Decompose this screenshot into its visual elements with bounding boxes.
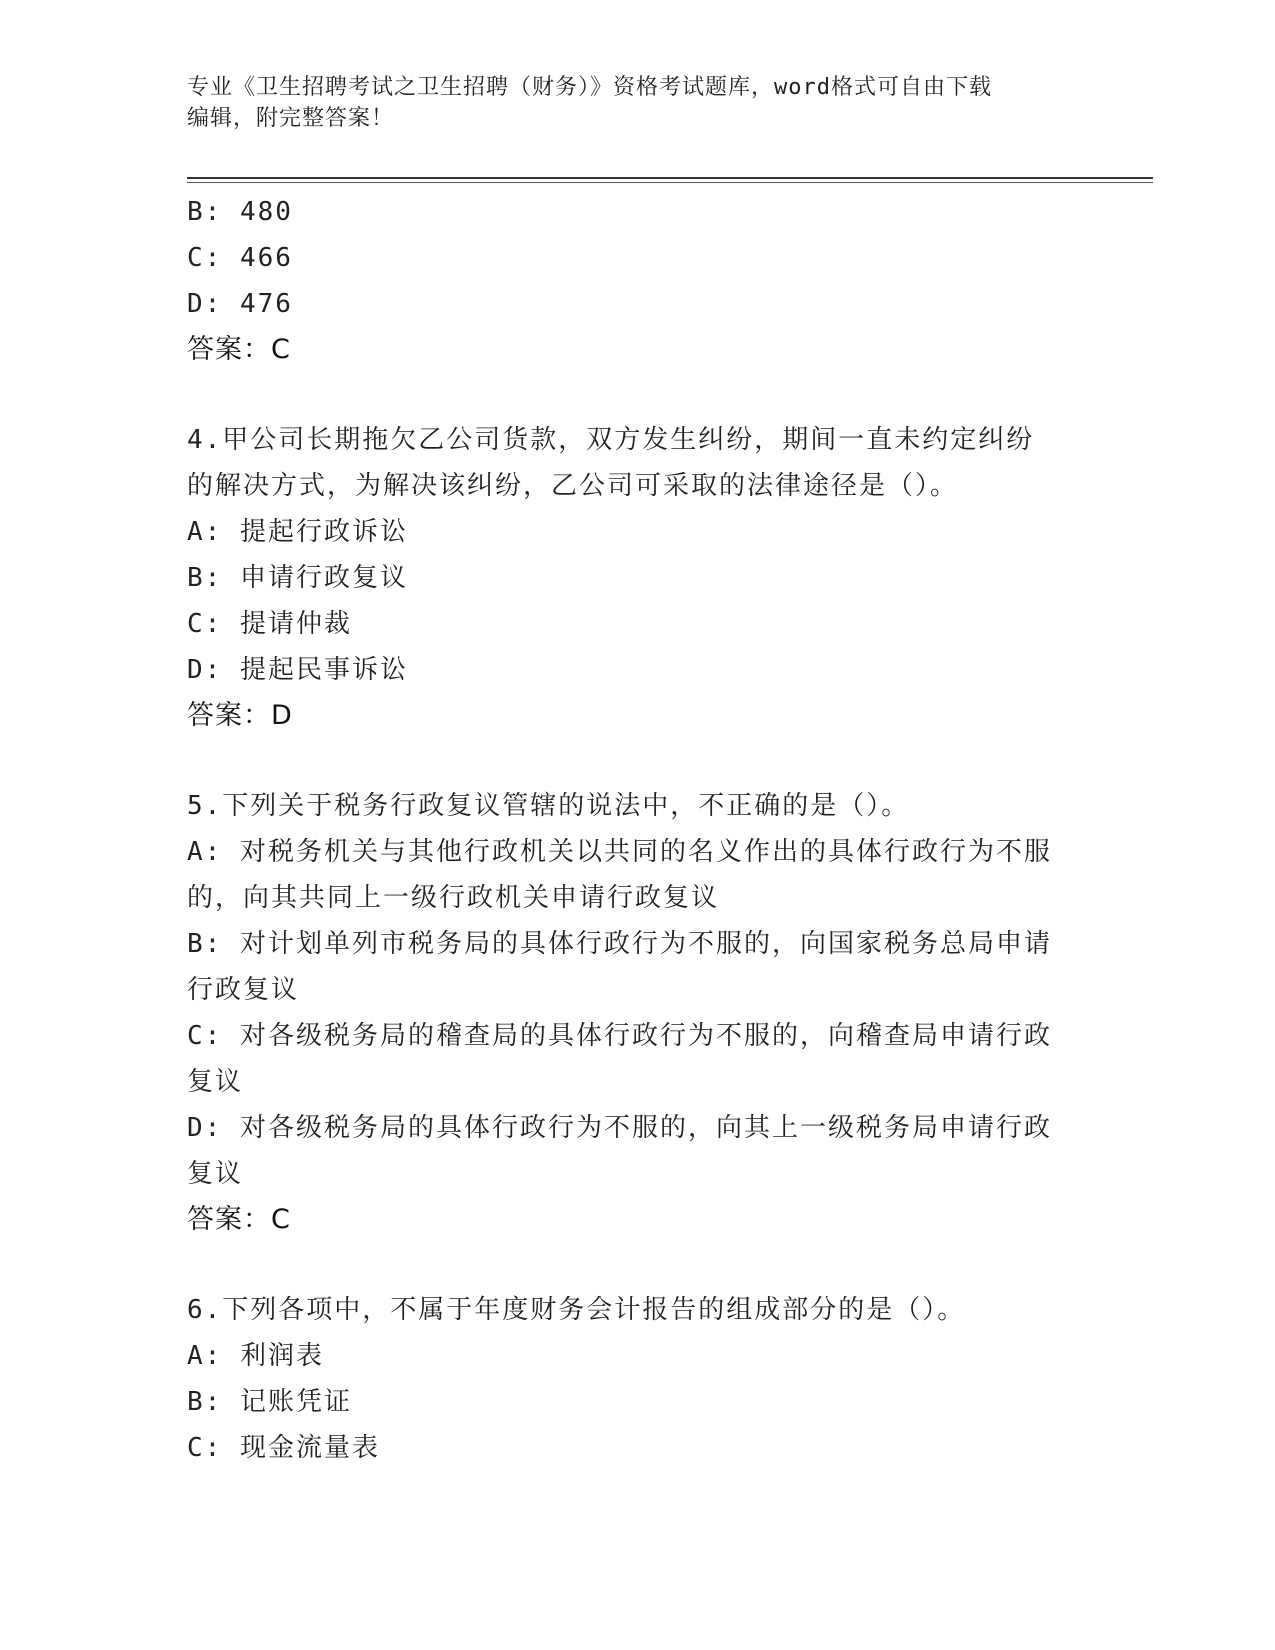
q5-answer: 答案：C <box>187 1204 291 1235</box>
q5-option-c-line-2: 复议 <box>187 1067 244 1097</box>
q6-stem: 6.下列各项中，不属于年度财务会计报告的组成部分的是（）。 <box>187 1295 966 1325</box>
question-3-tail <box>187 189 1077 373</box>
q5-option-b-line-2: 行政复议 <box>187 975 300 1005</box>
q6-option-c: C: 现金流量表 <box>187 1433 380 1463</box>
question-5 <box>187 783 1077 1243</box>
question-spacer <box>187 739 1077 783</box>
question-6 <box>187 1287 1077 1471</box>
q5-option-b-line-1: B: 对计划单列市税务局的具体行政行为不服的，向国家税务总局申请 <box>187 929 1052 959</box>
document-header <box>187 72 1067 134</box>
header-divider-thick <box>187 177 1153 179</box>
q6-option-a: A: 利润表 <box>187 1341 324 1371</box>
q4-option-b: B: 申请行政复议 <box>187 563 408 593</box>
header-line-2: 编辑，附完整答案！ <box>187 106 395 131</box>
question-content <box>187 189 1077 1471</box>
q5-option-d-line-2: 复议 <box>187 1159 244 1189</box>
q3-option-b: B: 480 <box>187 197 293 227</box>
q4-option-d: D: 提起民事诉讼 <box>187 655 408 685</box>
q3-option-c: C: 466 <box>187 243 293 273</box>
header-divider-thin <box>187 182 1153 183</box>
q5-option-a-line-1: A: 对税务机关与其他行政机关以共同的名义作出的具体行政行为不服 <box>187 837 1052 867</box>
q5-option-a-line-2: 的，向其共同上一级行政机关申请行政复议 <box>187 883 720 913</box>
q5-stem: 5.下列关于税务行政复议管辖的说法中，不正确的是（）。 <box>187 791 910 821</box>
q4-option-c: C: 提请仲裁 <box>187 609 352 639</box>
q3-option-d: D: 476 <box>187 289 293 319</box>
q4-stem-line-2: 的解决方式，为解决该纠纷，乙公司可采取的法律途径是（）。 <box>187 471 959 501</box>
q4-answer: 答案：D <box>187 700 293 731</box>
question-4 <box>187 417 1077 739</box>
q3-answer: 答案：C <box>187 334 291 365</box>
q6-option-b: B: 记账凭证 <box>187 1387 352 1417</box>
q5-option-c-line-1: C: 对各级税务局的稽查局的具体行政行为不服的，向稽查局申请行政 <box>187 1021 1052 1051</box>
question-spacer <box>187 373 1077 417</box>
q5-option-d-line-1: D: 对各级税务局的具体行政行为不服的，向其上一级税务局申请行政 <box>187 1113 1052 1143</box>
q4-stem-line-1: 4.甲公司长期拖欠乙公司货款，双方发生纠纷，期间一直未约定纠纷 <box>187 425 1035 455</box>
q4-option-a: A: 提起行政诉讼 <box>187 517 408 547</box>
header-line-1: 专业《卫生招聘考试之卫生招聘（财务）》资格考试题库，word格式可自由下载 <box>187 75 992 100</box>
question-spacer <box>187 1243 1077 1287</box>
